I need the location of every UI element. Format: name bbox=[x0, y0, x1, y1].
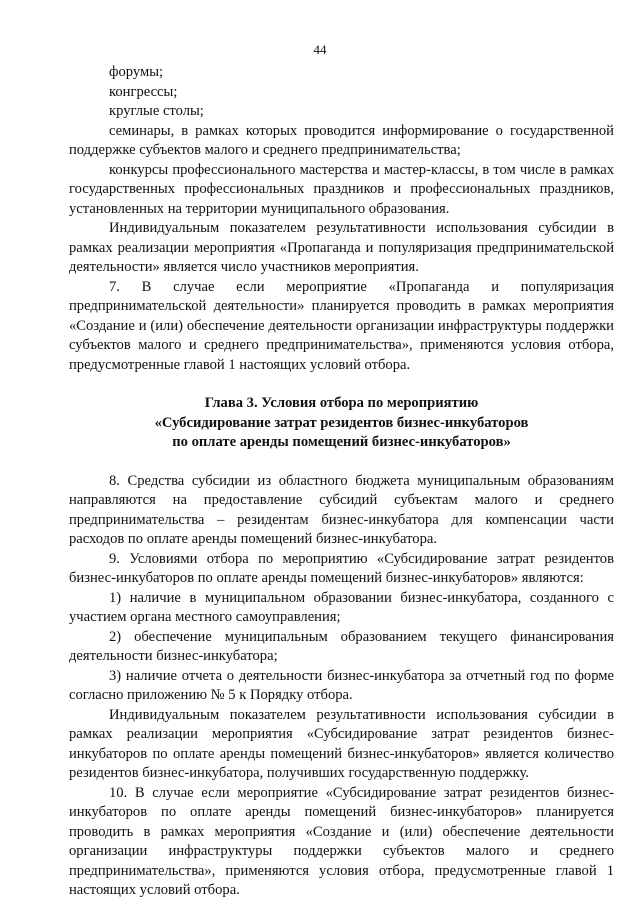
document-body bbox=[69, 63, 614, 901]
list-item: форумы; bbox=[109, 64, 164, 80]
paragraph: 2) обеспечение муниципальным образованием текущего финансирования деятельности бизнес-инкубатора; bbox=[69, 628, 614, 664]
paragraph: 7. В случае если мероприятие «Пропаганда и популяризация предпринимательской деятельности» планируется проводить в рамках мероприятия «Создание и (или) обеспечение деятельности организации инфраструктуры поддержки субъектов малого и среднего предпринимательства», применяются условия отбора, предусмотренные главой 1 настоящих условий отбора. bbox=[69, 278, 614, 373]
list-item: конгрессы; bbox=[109, 83, 178, 100]
paragraph: 3) наличие отчета о деятельности бизнес-инкубатора за отчетный год по форме согласно приложению № 5 к Порядку отбора. bbox=[69, 667, 614, 703]
paragraph: семинары, в рамках которых проводится информирование о государственной поддержке субъектов малого и среднего предпринимательства; bbox=[69, 122, 614, 158]
paragraph: 10. В случае если мероприятие «Субсидирование затрат резидентов бизнес-инкубаторов по оплате аренды помещений бизнес-инкубаторов» планируется проводить в рамках мероприятия «Создание и (или) обеспечение деятельности организации инфраструктуры поддержки субъектов малого и среднего предпринимательства», применяются условия отбора, предусмотренные главой 1 настоящих условий отбора. bbox=[69, 784, 614, 898]
paragraph: 9. Условиями отбора по мероприятию «Субсидирование затрат резидентов бизнес-инкубаторов по оплате аренды помещений бизнес-инкубаторов» являются: bbox=[69, 550, 614, 586]
chapter-title-line: «Субсидирование затрат резидентов бизнес-инкубаторов bbox=[154, 414, 529, 431]
chapter-heading bbox=[69, 394, 614, 453]
paragraph: 1) наличие в муниципальном образовании бизнес-инкубатора, созданного с участием органа местного самоуправления; bbox=[69, 589, 614, 625]
page-number: 44 bbox=[313, 42, 327, 57]
chapter-title-line: Глава 3. Условия отбора по мероприятию bbox=[204, 395, 479, 411]
paragraph: 8. Средства субсидии из областного бюджета муниципальным образованиям направляются на предоставление субсидий субъектам малого и среднего предпринимательства – резидентам бизнес-инкубатора для компенсации части расходов по оплате аренды помещений бизнес-инкубатора. bbox=[69, 472, 614, 547]
paragraph: Индивидуальным показателем результативности использования субсидии в рамках реализации мероприятия «Субсидирование затрат резидентов бизнес-инкубаторов по оплате аренды помещений бизнес-инкубаторов» является количество резидентов бизнес-инкубатора, получивших государственную поддержку. bbox=[69, 706, 614, 781]
list-item: круглые столы; bbox=[109, 103, 204, 119]
chapter-title-line: по оплате аренды помещений бизнес-инкубаторов» bbox=[172, 434, 511, 450]
paragraph: конкурсы профессионального мастерства и мастер-классы, в том числе в рамках государственных профессиональных праздников и профессиональных праздников, установленных на территории муниципального образования. bbox=[69, 161, 614, 217]
paragraph: Индивидуальным показателем результативности использования субсидии в рамках реализации мероприятия «Пропаганда и популяризация предпринимательской деятельности» является число участников мероприятия. bbox=[69, 220, 614, 275]
